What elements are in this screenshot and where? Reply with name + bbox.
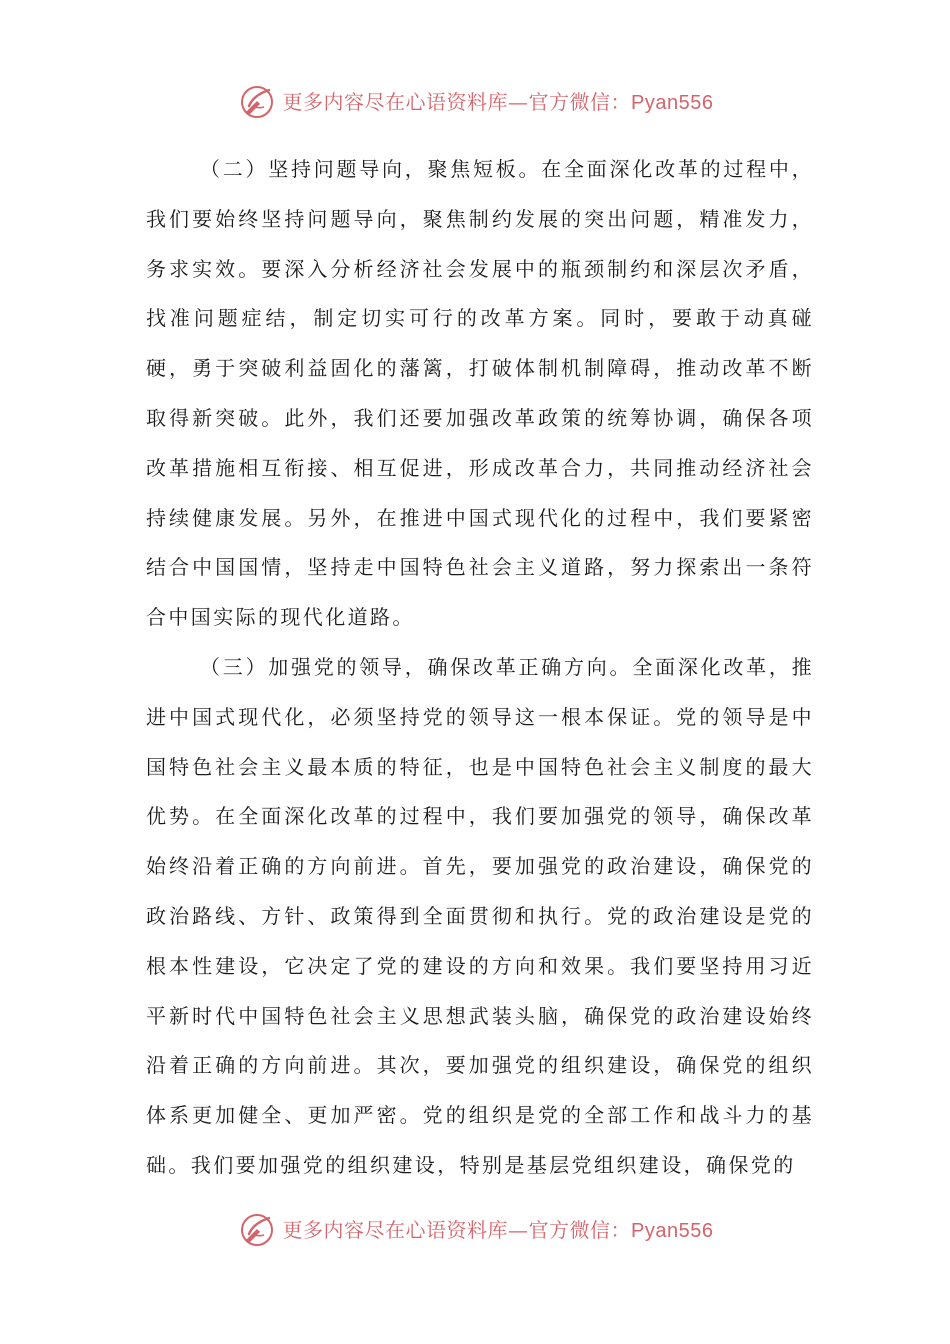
seal-pen-logo-icon: [237, 1210, 277, 1250]
footer-watermark: [0, 1208, 950, 1252]
paragraph-section-2: （二）坚持问题导向，聚焦短板。在全面深化改革的过程中，我们要始终坚持问题导向，聚焦制约发展的突出问题，精准发力，务求实效。要深入分析经济社会发展中的瓶颈制约和深层次矛盾，找准问题症结，制定切实可行的改革方案。同时，要敢于动真碰硬，勇于突破利益固化的藩篱，打破体制机制障碍，推动改革不断取得新突破。此外，我们还要加强改革政策的统筹协调，确保各项改革措施相互衔接、相互促进，形成改革合力，共同推动经济社会持续健康发展。另外，在推进中国式现代化的过程中，我们要紧密结合中国国情，坚持走中国特色社会主义道路，努力探索出一条符合中国实际的现代化道路。: [146, 157, 814, 630]
document-body: [146, 145, 814, 1191]
seal-pen-logo-icon: [237, 82, 277, 122]
header-watermark-text: 更多内容尽在心语资料库—官方微信：Pyan556: [282, 89, 714, 114]
footer-watermark-text: 更多内容尽在心语资料库—官方微信：Pyan556: [282, 1217, 714, 1242]
paragraph-section-3: （三）加强党的领导，确保改革正确方向。全面深化改革，推进中国式现代化，必须坚持党的领导这一根本保证。党的领导是中国特色社会主义最本质的特征，也是中国特色社会主义制度的最大优势。在全面深化改革的过程中，我们要加强党的领导，确保改革始终沿着正确的方向前进。首先，要加强党的政治建设，确保党的政治路线、方针、政策得到全面贯彻和执行。党的政治建设是党的根本性建设，它决定了党的建设的方向和效果。我们要坚持用习近平新时代中国特色社会主义思想武装头脑，确保党的政治建设始终沿着正确的方向前进。其次，要加强党的组织建设，确保党的组织体系更加健全、更加严密。党的组织是党的全部工作和战斗力的基础。我们要加强党的组织建设，特别是基层党组织建设，确保党的: [146, 654, 814, 1177]
header-wechat-id: Pyan556: [631, 91, 714, 114]
footer-wechat-id: Pyan556: [631, 1219, 714, 1242]
header-watermark: [0, 80, 950, 124]
